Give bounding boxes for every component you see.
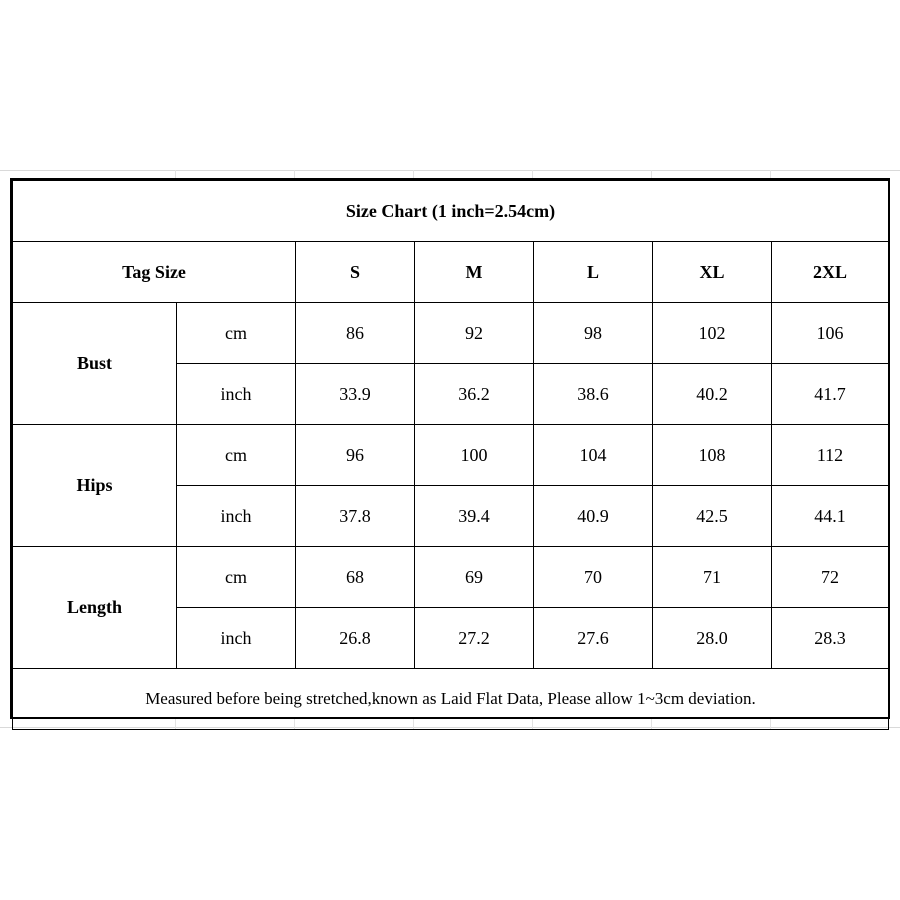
size-header-s: S [296,242,415,303]
measurement-value: 100 [415,425,534,486]
measurement-value: 102 [653,303,772,364]
deviation-note: Measured before being stretched,known as Laid Flat Data, Please allow 1~3cm deviation. [13,669,889,730]
measurement-value: 27.6 [534,608,653,669]
measurement-value: 40.2 [653,364,772,425]
measurement-value: 39.4 [415,486,534,547]
unit-label: cm [177,425,296,486]
measurement-value: 70 [534,547,653,608]
measurement-value: 68 [296,547,415,608]
size-header-2xl: 2XL [772,242,889,303]
measurement-value: 112 [772,425,889,486]
table-row [13,425,889,486]
measurement-value: 108 [653,425,772,486]
measurement-value: 104 [534,425,653,486]
sheet-gridline [0,170,900,171]
measurement-value: 41.7 [772,364,889,425]
measurement-value: 71 [653,547,772,608]
unit-label: inch [177,486,296,547]
measurement-value: 86 [296,303,415,364]
measurement-value: 98 [534,303,653,364]
size-chart-sheet [10,178,890,719]
note-row [13,669,889,730]
measurement-value: 96 [296,425,415,486]
header-row [13,242,889,303]
size-chart-table [12,180,889,730]
measurement-value: 26.8 [296,608,415,669]
measurement-group-label: Length [13,547,177,669]
measurement-value: 106 [772,303,889,364]
measurement-value: 33.9 [296,364,415,425]
measurement-value: 37.8 [296,486,415,547]
measurement-value: 38.6 [534,364,653,425]
size-header-m: M [415,242,534,303]
measurement-group-label: Hips [13,425,177,547]
size-header-xl: XL [653,242,772,303]
table-row [13,303,889,364]
measurement-value: 42.5 [653,486,772,547]
table-row [13,547,889,608]
measurement-group-label: Bust [13,303,177,425]
measurement-value: 36.2 [415,364,534,425]
size-header-l: L [534,242,653,303]
unit-label: inch [177,608,296,669]
unit-label: cm [177,547,296,608]
unit-label: cm [177,303,296,364]
tag-size-header: Tag Size [13,242,296,303]
title-row [13,181,889,242]
measurement-value: 69 [415,547,534,608]
measurement-value: 28.0 [653,608,772,669]
chart-title: Size Chart (1 inch=2.54cm) [13,181,889,242]
measurement-value: 72 [772,547,889,608]
unit-label: inch [177,364,296,425]
measurement-value: 28.3 [772,608,889,669]
measurement-value: 92 [415,303,534,364]
measurement-value: 44.1 [772,486,889,547]
measurement-value: 27.2 [415,608,534,669]
measurement-value: 40.9 [534,486,653,547]
